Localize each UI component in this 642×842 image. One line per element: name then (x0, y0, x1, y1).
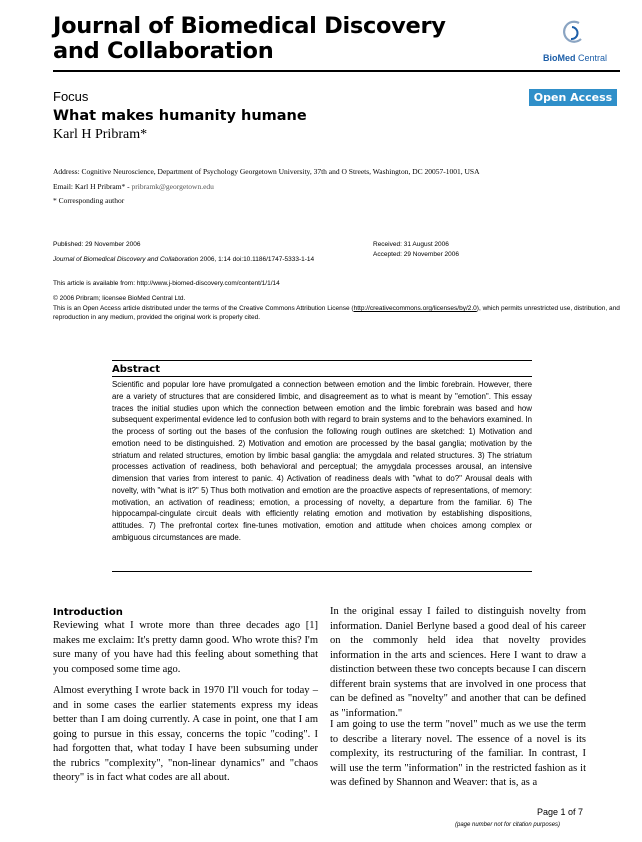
publisher-name-rest: Central (575, 53, 607, 63)
body-paragraph: I am going to use the term "novel" much as we use the term to describe a literary novel. The essence of a novel is its complexity, its restructuring of the familiar. In contrast, I will use the term "information" in the restricted fashion as it was defined by Shannon and Weaver: that is, as a (330, 719, 586, 788)
abstract-bottom-rule (112, 571, 532, 572)
body-paragraph: Almost everything I wrote back in 1970 I'll vouch for today – and in some cases the earlier statements express my ideas better than I am doing currently. A case in point, one that I am going to pursue in this essay, concerns the topic "coding". I had forgotten that, what today I have been subsuming under the rubrics "complexity", "non-linear dynamics" and "chaos theory" is in fact what codes are all about. (53, 685, 318, 783)
email-link[interactable]: pribramk@georgetown.edu (131, 182, 214, 191)
publisher-name (535, 53, 615, 63)
abstract-text: Scientific and popular lore have promulgated a connection between emotion and the limbic forebrain. However, there are a variety of structures that are considered limbic, and disagreement as to what is meant by "emotion". This essay traces the initial studies upon which the connection between emotion and the limbic forebrain was based and how subsequent experimental evidence led to confusion both with regard to brain systems and to the behaviors examined. In the process of sorting out the bases of the confusion the following rough outlines are sketched: 1) Motivation and emotion need to be distinguished. 2) Motivation and emotion are processed by the basal ganglia; motivation by the striatum and related structures, emotion by limbic basal ganglia: the amygdala and related structures. 3) The striatum processes activation of readiness, both behavioral and perceptual; the amygdala processes arousal, an intensive dimension that varies from interest to panic. 4) Activation of readiness deals with "what to do?" Arousal deals with novelty, with "what is it?" 5) Thus both motivation and emotion are the proactive aspects of representations, of memory: motivation, an activation of readiness; emotion, a processing of novelty, a departure from the familiar. 6) The hippocampal-cingulate circuit deals with efficiently relating emotion and motivation by establishing dispositions, attitudes. 7) The prefrontal cortex fine-tunes motivation, emotion and attitude when choices among complex or ambiguous circumstances are made. (112, 380, 532, 542)
corresponding-author-note: * Corresponding author (53, 196, 125, 205)
publisher-logo (535, 20, 615, 62)
license-link[interactable]: http://creativecommons.org/licenses/by/2.0 (353, 305, 477, 312)
email-prefix: Email: Karl H Pribram* - (53, 182, 132, 191)
abstract-top-rule (112, 360, 532, 361)
address-line: Address: Cognitive Neuroscience, Department of Psychology Georgetown University, 37th and O Streets, Washington, DC 20057-1001, USA (53, 167, 480, 176)
biomed-central-icon (560, 20, 590, 46)
publisher-name-bold: BioMed (542, 53, 576, 63)
footer-note: (page number not for citation purposes) (455, 822, 561, 828)
article-url[interactable]: This article is available from: http://www.j-biomed-discovery.com/content/1/1/14 (53, 280, 280, 287)
license-suffix: ), which permits unrestricted use, distribution, and reproduction in any medium, provided the original work is properly cited. (53, 305, 620, 321)
copyright-line: © 2006 Pribram; licensee BioMed Central Ltd. (53, 295, 186, 302)
abstract-heading: Abstract (112, 364, 161, 375)
header-divider (53, 70, 620, 72)
page-number: Page 1 of 7 (537, 807, 584, 817)
section-label: Focus (53, 89, 89, 104)
license-prefix: This is an Open Access article distributed under the terms of the Creative Commons Attribution License ( (53, 305, 354, 312)
body-paragraph: In the original essay I failed to distinguish novelty from information. Daniel Berlyne based a good deal of his career on the commonly held idea that novelty provides information in the arts and sciences. Here I want to draw a distinction between these two concepts because I can discern different brain systems that are involved in one process that can be defined as "novelty" and another that can be defined as "information." (330, 606, 586, 719)
citation-journal: Journal of Biomedical Discovery and Collaboration (53, 256, 199, 263)
article-title: What makes humanity humane (53, 108, 307, 124)
abstract-box (112, 360, 532, 572)
published-date: Published: 29 November 2006 (53, 241, 141, 248)
citation-line (53, 255, 353, 264)
email-line (53, 182, 214, 192)
received-date: Received: 31 August 2006 (373, 241, 449, 248)
journal-title: Journal of Biomedical Discovery and Collaboration (53, 13, 446, 64)
open-access-badge: Open Access (529, 89, 617, 106)
author-line: Karl H Pribram* (53, 127, 148, 142)
accepted-date: Accepted: 29 November 2006 (373, 251, 459, 258)
license-text (53, 304, 623, 322)
citation-details: 2006, 1:14 doi:10.1186/1747-5333-1-14 (198, 256, 315, 263)
introduction-heading: Introduction (53, 607, 123, 618)
body-paragraph: Reviewing what I wrote more than three decades ago [1] makes me exclaim: It's pretty damn good. Who wrote this? I'm sure many of you have had this feeling about something that you composed some time ago. (53, 620, 318, 675)
abstract-heading-rule (112, 376, 532, 377)
